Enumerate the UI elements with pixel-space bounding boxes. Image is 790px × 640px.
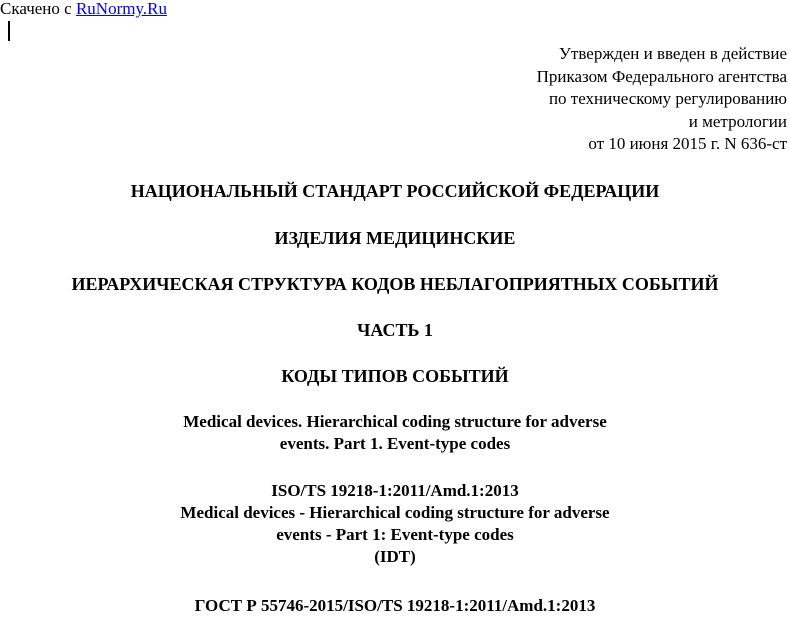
approval-line: по техническому регулированию (548, 89, 787, 108)
standard-part: ЧАСТЬ 1 (357, 320, 433, 340)
approval-line: Утвержден и введен в действие (558, 44, 787, 63)
standard-subject: ИЗДЕЛИЯ МЕДИЦИНСКИЕ (274, 228, 516, 248)
gost-number: ГОСТ Р 55746-2015/ISO/TS 19218-1:2011/Amd.1:2013 (194, 596, 596, 615)
iso-reference-line: Medical devices - Hierarchical coding structure for adverse (180, 503, 610, 522)
iso-reference-line: ISO/TS 19218-1:2011/Amd.1:2013 (271, 481, 519, 500)
approval-line: от 10 июня 2015 г. N 636-ст (588, 134, 787, 153)
iso-reference-block (0, 480, 790, 568)
standard-title: ИЕРАРХИЧЕСКАЯ СТРУКТУРА КОДОВ НЕБЛАГОПРИЯТНЫХ СОБЫТИЙ (71, 274, 719, 294)
iso-reference-line: (IDT) (374, 547, 416, 566)
english-title (0, 411, 790, 455)
approval-block (537, 43, 787, 156)
download-prefix: Скачено с (0, 0, 76, 18)
english-title-line: Medical devices. Hierarchical coding structure for adverse (183, 412, 607, 431)
iso-reference-line: events - Part 1: Event-type codes (276, 525, 514, 544)
approval-line: и метрологии (688, 111, 787, 131)
download-source (0, 0, 167, 20)
standard-heading: НАЦИОНАЛЬНЫЙ СТАНДАРТ РОССИЙСКОЙ ФЕДЕРАЦИИ (130, 181, 660, 201)
english-title-line: events. Part 1. Event-type codes (279, 434, 511, 453)
download-source-link[interactable]: RuNormy.Ru (75, 0, 167, 18)
text-cursor (8, 21, 10, 41)
approval-line: Приказом Федерального агентства (536, 66, 787, 86)
standard-part-title: КОДЫ ТИПОВ СОБЫТИЙ (281, 366, 509, 386)
